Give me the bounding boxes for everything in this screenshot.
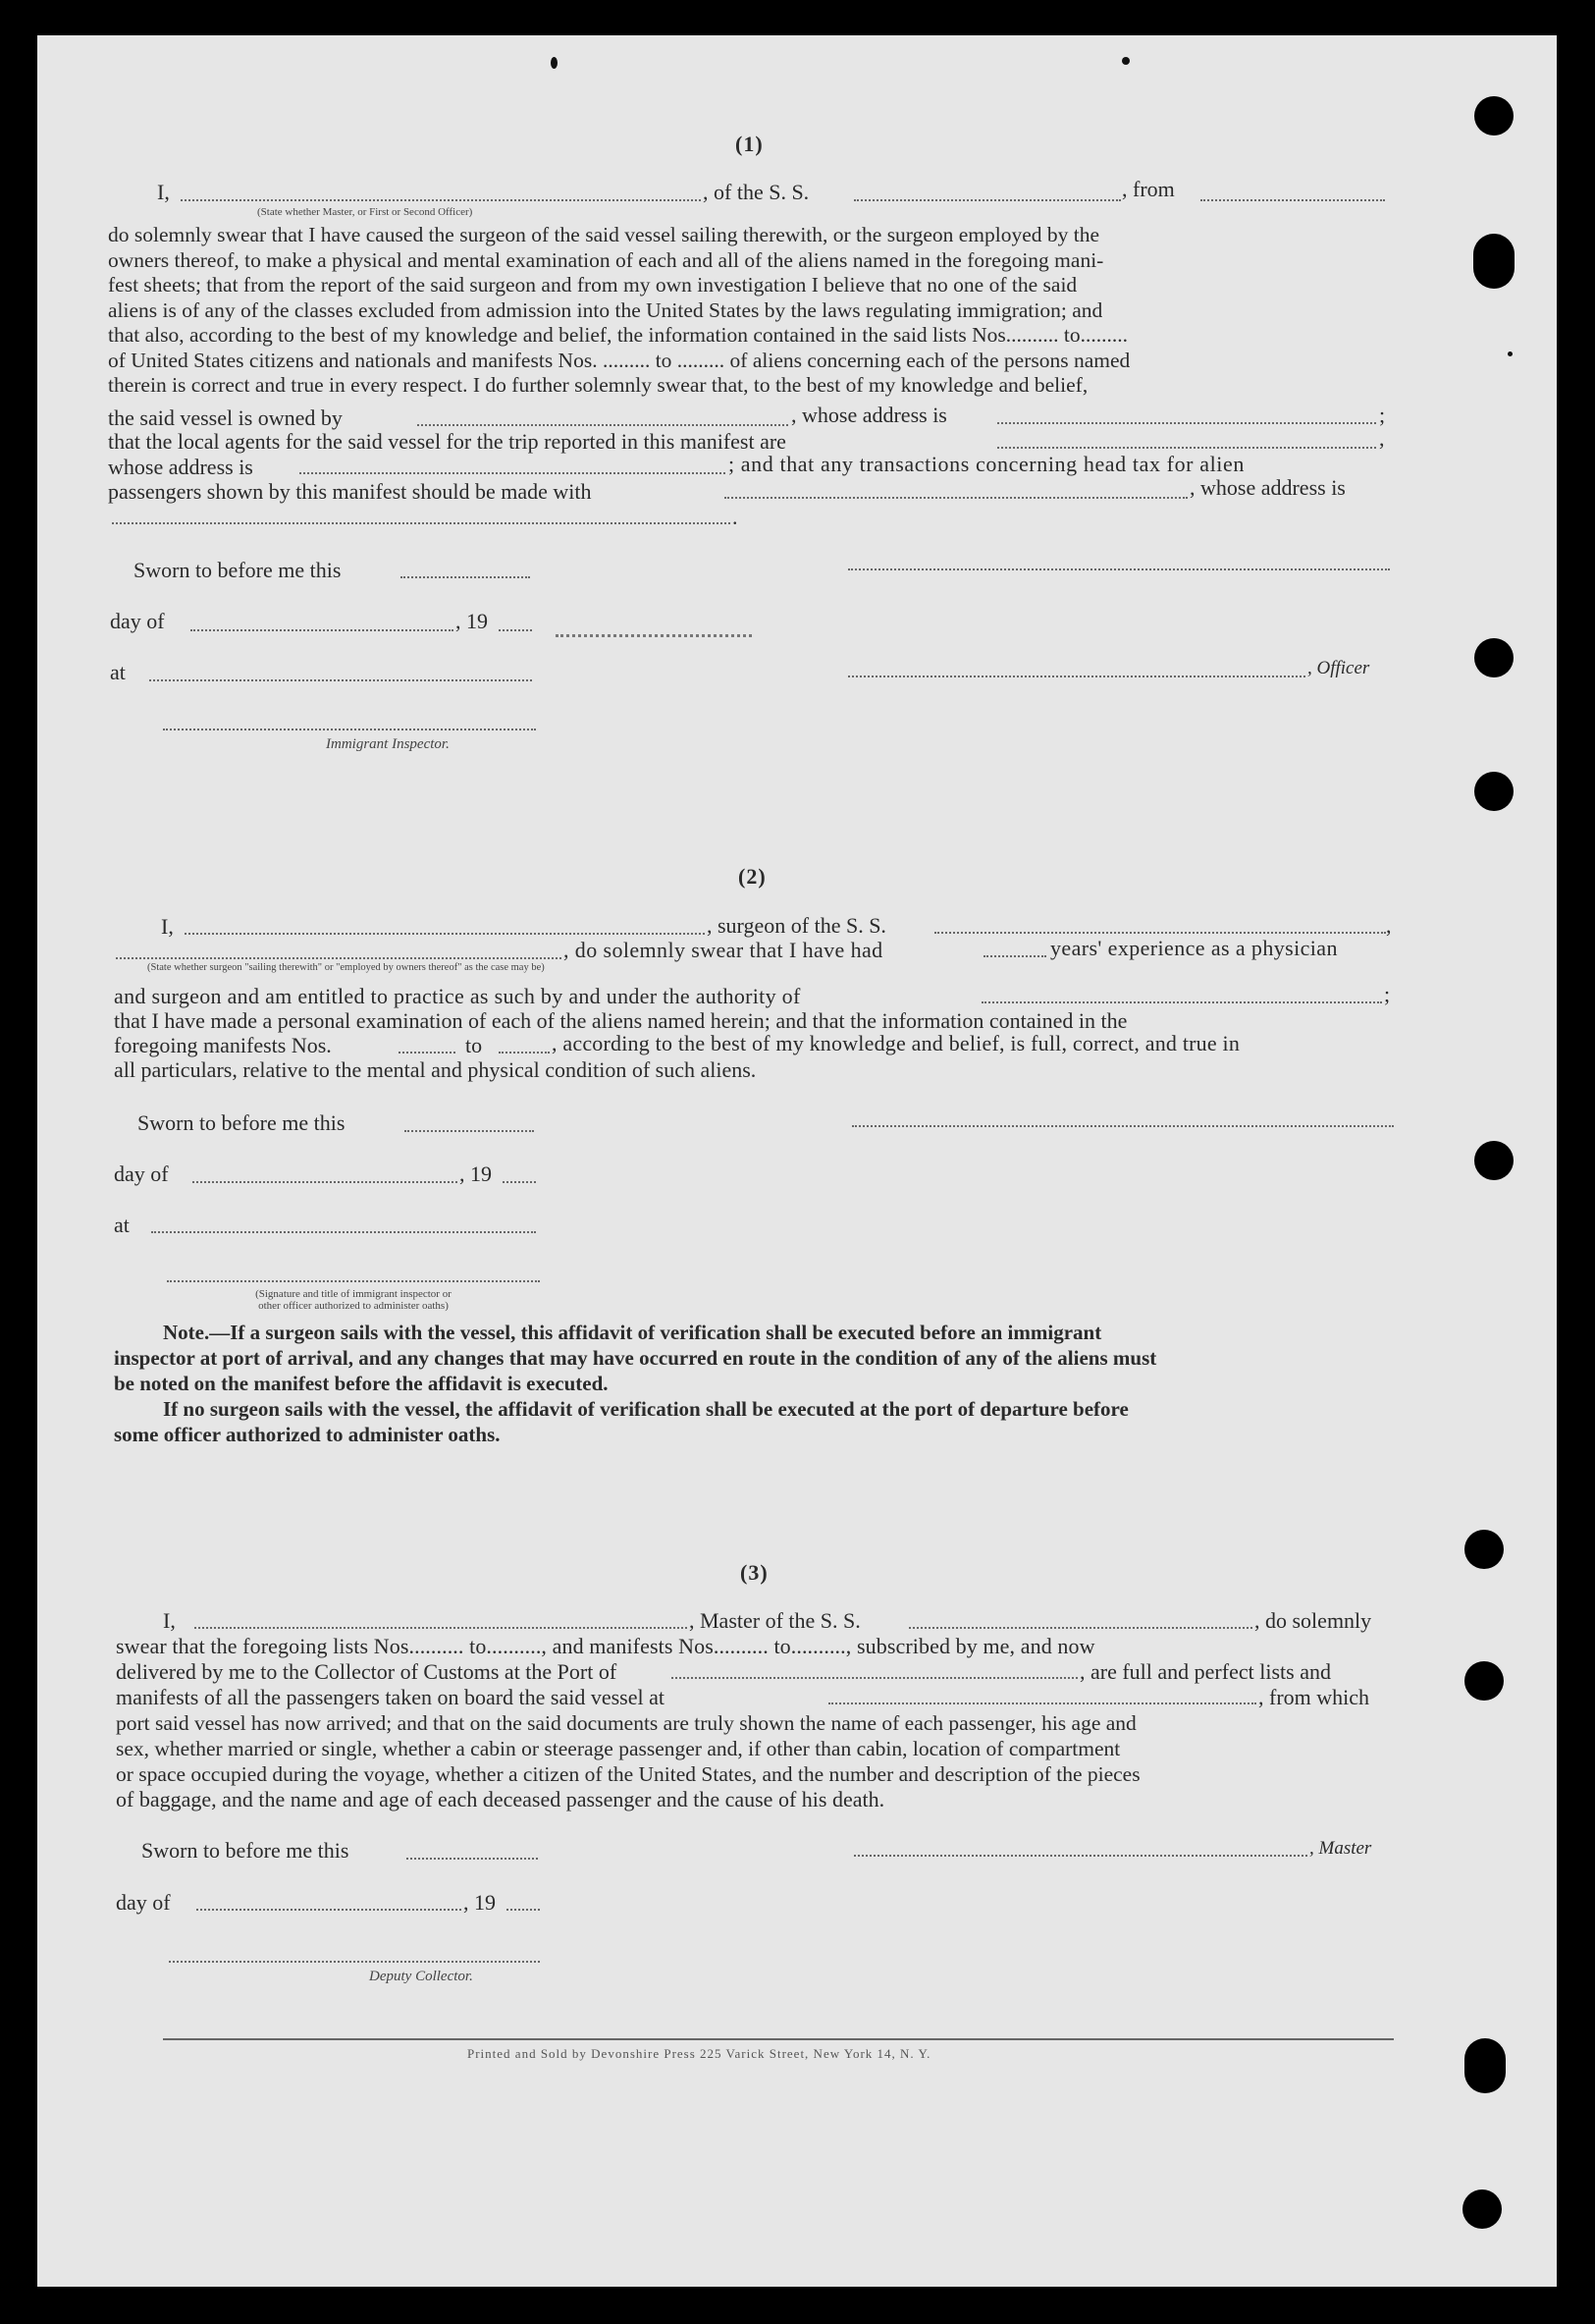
s2-manifest-to-field[interactable] [499, 1052, 550, 1054]
s2-year-field[interactable] [503, 1181, 536, 1183]
binder-hole [1474, 1141, 1514, 1180]
s2-month-field[interactable] [192, 1181, 457, 1183]
s2-day-label: day of [114, 1162, 169, 1186]
contact-address-field[interactable] [112, 522, 730, 524]
binder-hole [1474, 96, 1514, 135]
binder-hole [1474, 638, 1514, 677]
binder-hole [1462, 2189, 1502, 2229]
s3-master-name-field[interactable] [194, 1627, 687, 1629]
agent-address-field[interactable] [299, 472, 725, 474]
s1-sworn-label: Sworn to before me this [133, 558, 342, 582]
head-tax-contact-field[interactable] [724, 497, 1188, 499]
ink-speck [1122, 57, 1130, 65]
port-of-departure-field[interactable] [828, 1702, 1256, 1704]
s1-day-label: day of [110, 609, 165, 633]
s3-vessel-field[interactable] [909, 1627, 1252, 1629]
s1-at-label: at [110, 660, 126, 684]
immigrant-inspector-line[interactable] [163, 729, 536, 730]
from-port-field[interactable] [1200, 199, 1385, 201]
authority-field[interactable] [982, 1001, 1382, 1003]
s2-signature-line[interactable] [852, 1125, 1394, 1127]
s3-sworn-label: Sworn to before me this [141, 1838, 349, 1863]
deputy-collector-label: Deputy Collector. [369, 1969, 473, 1984]
s2-manifest-from-field[interactable] [399, 1052, 455, 1054]
binder-hole [1474, 772, 1514, 811]
s1-year-field[interactable] [499, 629, 532, 631]
s1-sworn-day-field[interactable] [400, 576, 530, 578]
s3-sworn-day-field[interactable] [406, 1858, 538, 1860]
s1-officer-note: (State whether Master, or First or Second Officer) [257, 206, 473, 218]
footer-divider [163, 2038, 1394, 2040]
immigrant-inspector-label: Immigrant Inspector. [326, 736, 450, 752]
master-signature-line[interactable] [854, 1855, 1307, 1857]
section-1-heading: (1) [735, 132, 764, 156]
s1-place-field[interactable] [149, 679, 532, 681]
binder-hole [1473, 234, 1515, 289]
s2-vessel-field[interactable] [934, 932, 1386, 934]
deputy-collector-line[interactable] [169, 1961, 540, 1963]
s2-signature-note: (Signature and title of immigrant inspector or other officer authorized to administer oaths) [255, 1288, 452, 1312]
s2-sworn-day-field[interactable] [404, 1130, 534, 1132]
s2-at-label: at [114, 1213, 130, 1237]
printer-imprint: Printed and Sold by Devonshire Press 225 Varick Street, New York 14, N. Y. [467, 2046, 931, 2061]
surgeon-status-field[interactable] [116, 957, 561, 959]
s1-body: do solemnly swear that I have caused the surgeon of the said vessel sailing therewith, or the surgeon employed by the owners thereof, to make a physical and mental examination of each and all of the aliens named in the foregoing mani- fest sheets; that from the report of the said surgeon and from my own investigation I believe that no one of the said aliens is of any of the classes excluded from admission into the United States by the laws regulating immigration; and that also, according to the best of my knowledge and belief, the information contained in the said lists Nos.......... to......... of United States citizens and nationals and manifests Nos. ......... to ......... of aliens concerning each of the persons named therein is correct and true in every respect. I do further solemnly swear that, to the best of my knowledge and belief, [108, 223, 1131, 397]
s3-month-field[interactable] [196, 1909, 461, 1911]
s1-seal-dots [556, 634, 752, 637]
s2-surgeon-note: (State whether surgeon "sailing therewith" or "employed by owners thereof" as the case may be) [147, 962, 545, 973]
port-of-entry-field[interactable] [671, 1677, 1078, 1679]
section-2-heading: (2) [738, 864, 767, 889]
vessel-name-field[interactable] [854, 199, 1121, 201]
s3-year-field[interactable] [506, 1909, 540, 1911]
s1-month-field[interactable] [190, 629, 453, 631]
section-3-heading: (3) [740, 1560, 769, 1585]
ink-speck [551, 57, 558, 69]
surgeon-name-field[interactable] [185, 933, 705, 935]
s2-sworn-label: Sworn to before me this [137, 1110, 346, 1135]
ink-speck [1508, 351, 1513, 356]
binder-hole [1464, 1530, 1504, 1569]
s2-inspector-signature-line[interactable] [167, 1280, 540, 1282]
binder-hole [1464, 1661, 1504, 1701]
owner-address-field[interactable] [997, 422, 1376, 424]
surgeon-note: Note.—If a surgeon sails with the vessel, this affidavit of verification shall be executed before an immigrant inspector at port of arrival, and any changes that may have occurred en route in the condition of any of the aliens must be noted on the manifest before the affidavit is executed. If no surgeon sails with the vessel, the affidavit of verification shall be executed at the port of departure before some officer authorized to administer oaths. [114, 1321, 1157, 1446]
s1-line-1: I, [157, 180, 170, 204]
s1-signature-line[interactable] [848, 568, 1390, 570]
master-name-field[interactable] [181, 199, 701, 201]
officer-signature-line[interactable] [848, 676, 1305, 677]
vessel-owner-field[interactable] [417, 424, 788, 426]
s3-day-label: day of [116, 1890, 171, 1915]
local-agents-field[interactable] [997, 447, 1376, 449]
s2-place-field[interactable] [151, 1231, 536, 1233]
binder-hole [1464, 2038, 1506, 2093]
years-experience-field[interactable] [984, 955, 1046, 957]
